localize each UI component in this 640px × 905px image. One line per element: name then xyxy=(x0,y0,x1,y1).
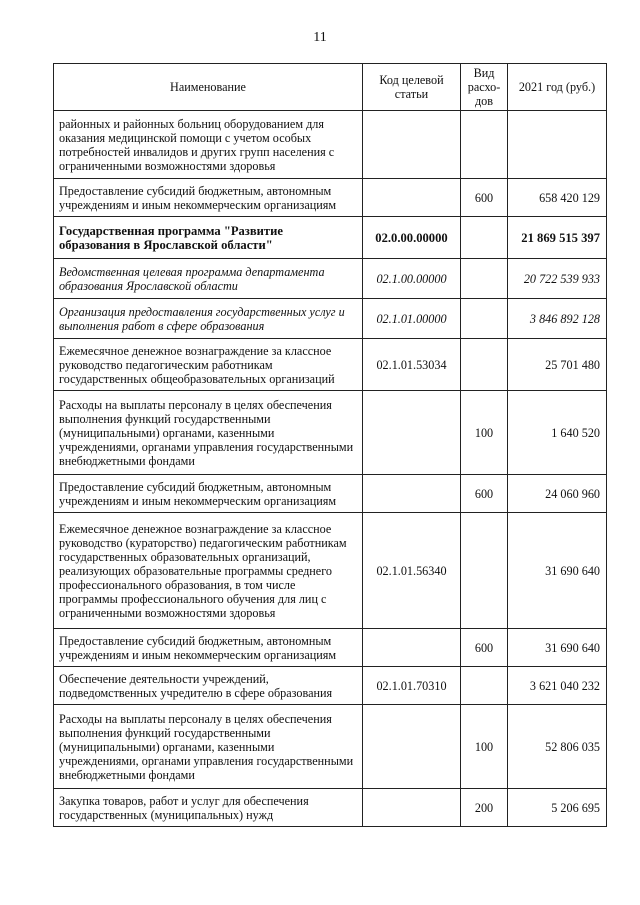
table-body xyxy=(54,111,607,827)
row-name-cell: Обеспечение деятельности учреждений, подведомственных учредителю в сфере образования xyxy=(54,667,363,705)
row-type-cell: 600 xyxy=(461,475,508,513)
table-row xyxy=(54,475,607,513)
row-type-cell: 100 xyxy=(461,705,508,789)
row-code-cell: 02.1.01.53034 xyxy=(363,339,461,391)
row-type-cell: 200 xyxy=(461,789,508,827)
row-amount-cell: 52 806 035 xyxy=(508,705,607,789)
row-type-cell xyxy=(461,111,508,179)
row-type-cell xyxy=(461,667,508,705)
row-type-cell: 600 xyxy=(461,179,508,217)
table-row xyxy=(54,259,607,299)
table-row xyxy=(54,513,607,629)
row-name-cell: Расходы на выплаты персоналу в целях обеспечения выполнения функций государственными (муниципальными) органами, казенными учреждениями, органами управления государственными внебюджетными фондами xyxy=(54,391,363,475)
row-amount-cell: 5 206 695 xyxy=(508,789,607,827)
row-amount-cell: 658 420 129 xyxy=(508,179,607,217)
row-name-cell: Предоставление субсидий бюджетным, автономным учреждениям и иным некоммерческим организациям xyxy=(54,475,363,513)
row-amount-cell: 3 621 040 232 xyxy=(508,667,607,705)
row-code-cell: 02.0.00.00000 xyxy=(363,217,461,259)
row-name-cell: Закупка товаров, работ и услуг для обеспечения государственных (муниципальных) нужд xyxy=(54,789,363,827)
table-row xyxy=(54,705,607,789)
row-name-cell: Ежемесячное денежное вознаграждение за классное руководство (кураторство) педагогическим работникам государственных образовательных организаций, реализующих образовательные программы среднего профессионального образования, в том числе программы профессионального обучения для лиц с ограниченными возможностями здоровья xyxy=(54,513,363,629)
budget-table xyxy=(53,63,607,827)
row-amount-cell xyxy=(508,111,607,179)
table-header-row xyxy=(54,64,607,111)
row-code-cell: 02.1.01.00000 xyxy=(363,299,461,339)
row-code-cell: 02.1.01.56340 xyxy=(363,513,461,629)
row-amount-cell: 24 060 960 xyxy=(508,475,607,513)
row-type-cell: 100 xyxy=(461,391,508,475)
row-code-cell xyxy=(363,705,461,789)
table-row xyxy=(54,667,607,705)
row-name-cell: Расходы на выплаты персоналу в целях обеспечения выполнения функций государственными (муниципальными) органами, казенными учреждениями, органами управления государственными внебюджетными фондами xyxy=(54,705,363,789)
header-code: Код целевой статьи xyxy=(363,64,461,111)
row-type-cell xyxy=(461,299,508,339)
page-number: 11 xyxy=(313,30,327,45)
row-code-cell xyxy=(363,789,461,827)
row-code-cell xyxy=(363,629,461,667)
row-code-cell xyxy=(363,475,461,513)
row-name-cell: Ведомственная целевая программа департамента образования Ярославской области xyxy=(54,259,363,299)
table-row xyxy=(54,217,607,259)
table-row xyxy=(54,789,607,827)
row-amount-cell: 21 869 515 397 xyxy=(508,217,607,259)
row-name-cell: Государственная программа "Развитие образования в Ярославской области" xyxy=(54,217,363,259)
table-row xyxy=(54,629,607,667)
table-row xyxy=(54,299,607,339)
table-row xyxy=(54,179,607,217)
row-name-cell: районных и районных больниц оборудованием для оказания медицинской помощи с учетом особых потребностей инвалидов и других групп населения с ограниченными возможностями здоровья xyxy=(54,111,363,179)
row-type-cell xyxy=(461,339,508,391)
row-amount-cell: 31 690 640 xyxy=(508,513,607,629)
row-amount-cell: 25 701 480 xyxy=(508,339,607,391)
row-name-cell: Ежемесячное денежное вознаграждение за классное руководство педагогическим работникам государственных общеобразовательных организаций xyxy=(54,339,363,391)
row-type-cell xyxy=(461,259,508,299)
row-type-cell xyxy=(461,513,508,629)
row-name-cell: Предоставление субсидий бюджетным, автономным учреждениям и иным некоммерческим организациям xyxy=(54,179,363,217)
table-row xyxy=(54,391,607,475)
header-type: Вид расхо-дов xyxy=(461,64,508,111)
row-name-cell: Организация предоставления государственных услуг и выполнения работ в сфере образования xyxy=(54,299,363,339)
row-code-cell: 02.1.01.70310 xyxy=(363,667,461,705)
header-amount: 2021 год (руб.) xyxy=(508,64,607,111)
row-amount-cell: 3 846 892 128 xyxy=(508,299,607,339)
row-type-cell: 600 xyxy=(461,629,508,667)
table-row xyxy=(54,339,607,391)
row-amount-cell: 1 640 520 xyxy=(508,391,607,475)
row-code-cell xyxy=(363,111,461,179)
row-name-cell: Предоставление субсидий бюджетным, автономным учреждениям и иным некоммерческим организациям xyxy=(54,629,363,667)
row-code-cell: 02.1.00.00000 xyxy=(363,259,461,299)
row-type-cell xyxy=(461,217,508,259)
row-code-cell xyxy=(363,179,461,217)
table-row xyxy=(54,111,607,179)
header-name: Наименование xyxy=(54,64,363,111)
row-code-cell xyxy=(363,391,461,475)
row-amount-cell: 20 722 539 933 xyxy=(508,259,607,299)
row-amount-cell: 31 690 640 xyxy=(508,629,607,667)
